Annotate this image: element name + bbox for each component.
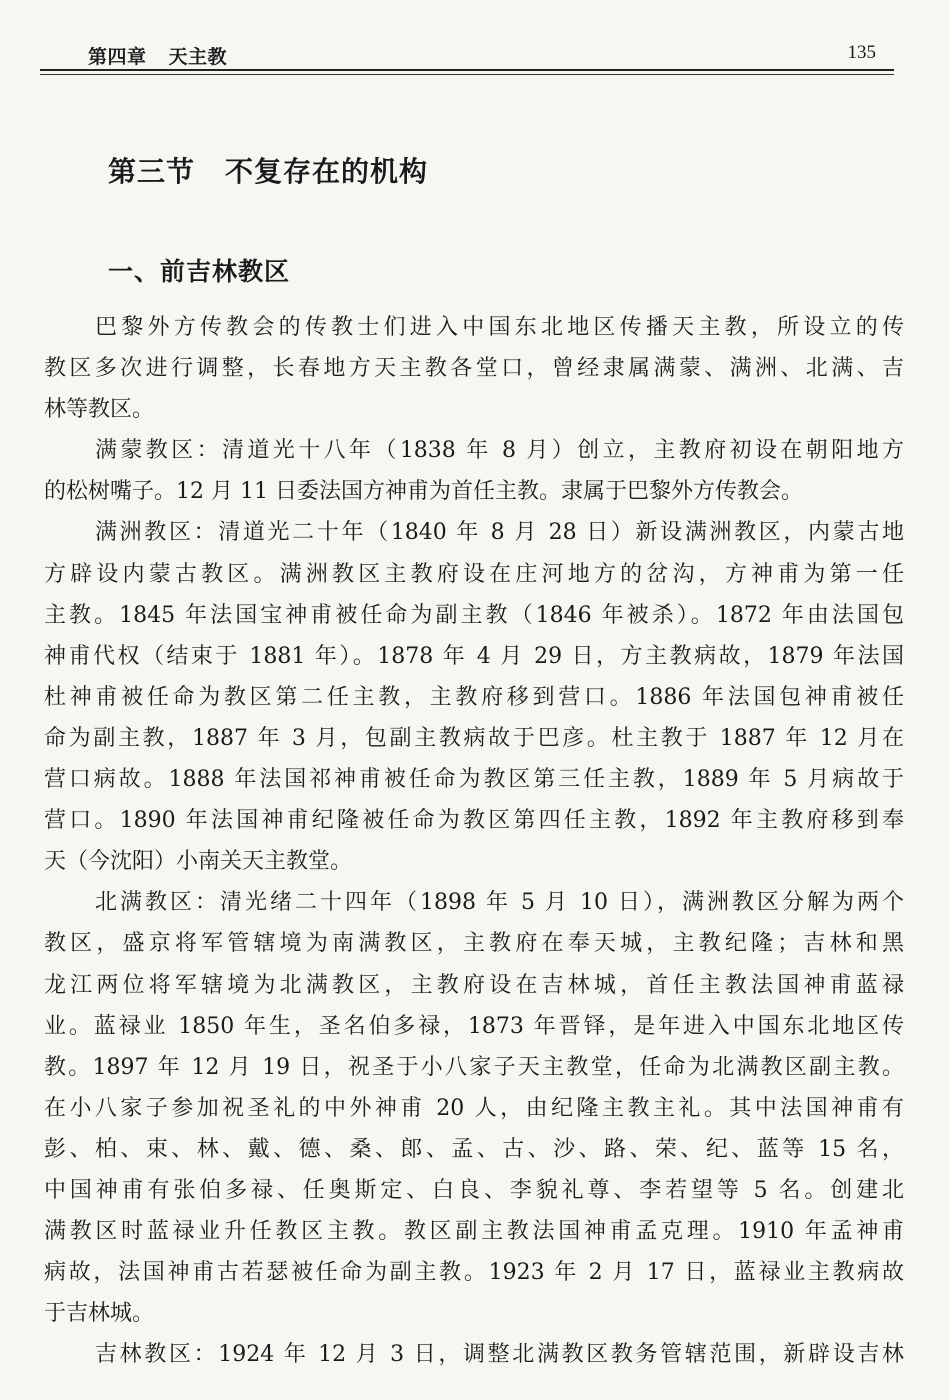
subsection-title: 一、前吉林教区: [108, 257, 291, 286]
text-line: 业。蓝禄业 1850 年生，圣名伯多禄，1873 年晋铎，是年进入中国东北地区传: [44, 1013, 904, 1039]
section-title: [108, 150, 428, 190]
body-text: [44, 307, 904, 1375]
text-line: 林等教区。: [44, 397, 155, 423]
text-line: 满蒙教区：清道光十八年（1838 年 8 月）创立，主教府初设在朝阳地方: [95, 438, 904, 464]
text-line: 北满教区：清光绪二十四年（1898 年 5 月 10 日），满洲教区分解为两个: [95, 890, 904, 916]
text-line: 吉林教区：1924 年 12 月 3 日，调整北满教区教务管辖范围，新辟设吉林: [95, 1342, 904, 1368]
text-line: 命为副主教，1887 年 3 月，包副主教病故于巴彦。杜主教于 1887 年 12 月在: [44, 725, 904, 751]
page-number: 135: [847, 42, 876, 63]
text-line: 龙江两位将军辖境为北满教区，主教府设在吉林城，首任主教法国神甫蓝禄: [44, 972, 904, 998]
running-head: [40, 36, 894, 76]
text-line: 神甫代权（结束于 1881 年）。1878 年 4 月 29 日，方主教病故，1879 年法国: [44, 643, 904, 669]
chapter-title: 天主教: [168, 46, 228, 68]
text-line: 主教。1845 年法国宝神甫被任命为副主教（1846 年被杀）。1872 年由法国包: [44, 602, 904, 628]
text-line: 营口。1890 年法国神甫纪隆被任命为教区第四任主教，1892 年主教府移到奉: [44, 808, 904, 834]
text-line: 的松树嘴子。12 月 11 日委法国方神甫为首任主教。隶属于巴黎外方传教会。: [44, 479, 803, 505]
text-line: 天（今沈阳）小南关天主教堂。: [44, 849, 353, 875]
text-line: 中国神甫有张伯多禄、任奥斯定、白良、李貌礼尊、李若望等 5 名。创建北: [44, 1177, 904, 1203]
running-head-chapter: [88, 42, 227, 69]
text-line: 彭、柏、束、林、戴、德、桑、郎、孟、古、沙、路、荣、纪、蓝等 15 名，: [44, 1136, 904, 1162]
header-rule-thick: [40, 69, 894, 71]
text-line: 教区，盛京将军管辖境为南满教区，主教府在奉天城，主教纪隆；吉林和黑: [44, 931, 904, 957]
header-rule-thin: [40, 74, 894, 75]
section-heading: 不复存在的机构: [225, 155, 429, 188]
text-line: 营口病故。1888 年法国祁神甫被任命为教区第三任主教，1889 年 5 月病故于: [44, 767, 904, 793]
section-number: 第三节: [108, 155, 196, 188]
text-line: 满教区时蓝禄业升任教区主教。教区副主教法国神甫孟克理。1910 年孟神甫: [44, 1219, 904, 1245]
text-line: 巴黎外方传教会的传教士们进入中国东北地区传播天主教，所设立的传: [95, 315, 904, 340]
text-line: 于吉林城。: [44, 1301, 155, 1327]
text-line: 病故，法国神甫古若瑟被任命为副主教。1923 年 2 月 17 日，蓝禄业主教病故: [44, 1260, 904, 1286]
text-line: 教。1897 年 12 月 19 日，祝圣于小八家子天主教堂，任命为北满教区副主教。: [44, 1054, 904, 1080]
text-line: 教区多次进行调整，长春地方天主教各堂口，曾经隶属满蒙、满洲、北满、吉: [44, 356, 904, 382]
text-line: 满洲教区：清道光二十年（1840 年 8 月 28 日）新设满洲教区，内蒙古地: [95, 520, 904, 546]
text-line: 在小八家子参加祝圣礼的中外神甫 20 人，由纪隆主教主礼。其中法国神甫有: [44, 1095, 904, 1121]
text-line: 方辟设内蒙古教区。满洲教区主教府设在庄河地方的岔沟，方神甫为第一任: [44, 561, 904, 587]
text-line: 杜神甫被任命为教区第二任主教，主教府移到营口。1886 年法国包神甫被任: [44, 684, 904, 710]
chapter-number: 第四章: [88, 46, 147, 68]
